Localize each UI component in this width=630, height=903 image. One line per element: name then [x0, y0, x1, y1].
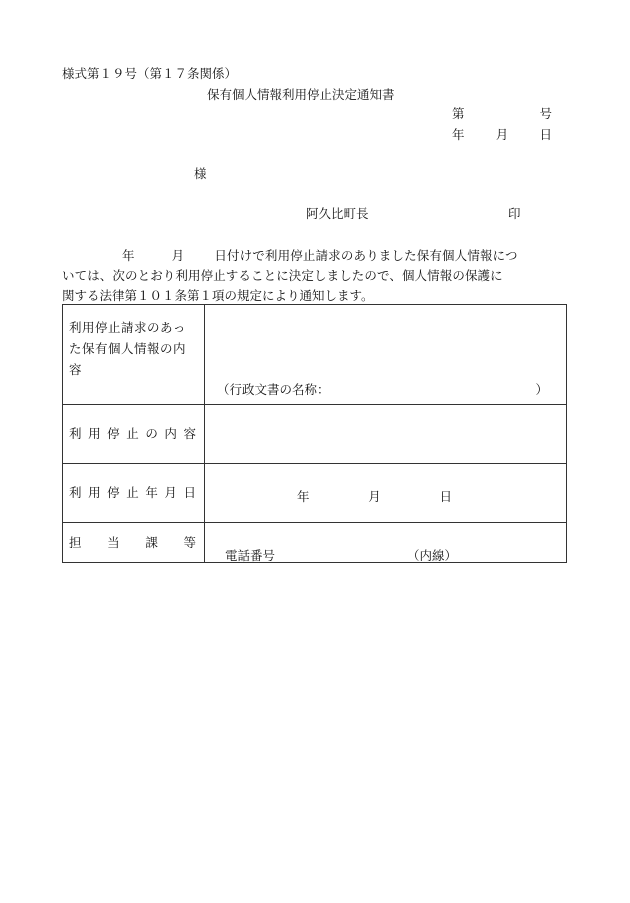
table-row-department: [63, 523, 567, 563]
body-line-3: 関する法律第１０１条第１項の規定により通知します。: [62, 288, 374, 303]
date-day: 日: [539, 127, 552, 142]
label-char: 内: [164, 425, 177, 441]
label-char: 等: [183, 535, 196, 550]
label-char: 担: [69, 535, 82, 550]
label-char: 利: [69, 425, 82, 441]
value-cell-stop-date: [205, 464, 567, 523]
label-stop-content: [63, 425, 204, 441]
body-year: 年: [122, 248, 135, 263]
label-stop-date: [63, 484, 204, 500]
label-char: 容: [183, 425, 196, 441]
label-char: 利: [69, 484, 82, 500]
stop-date-fields: [297, 487, 452, 505]
sender-name: 阿久比町長: [306, 206, 369, 221]
seal-mark: 印: [508, 206, 521, 221]
label-char: 課: [145, 535, 158, 550]
label-department: [63, 523, 204, 550]
date-month: 月: [495, 127, 509, 142]
number-prefix: 第: [452, 106, 465, 121]
table-row-stop-content: [63, 405, 567, 464]
document-title: 保有個人情報利用停止決定通知書: [207, 87, 395, 102]
document-number-line: [452, 108, 552, 121]
table-row-stop-date: [63, 464, 567, 523]
document-name-line: [217, 380, 548, 398]
doc-name-open: （行政文書の名称：: [217, 382, 330, 397]
document-date-line: [452, 129, 552, 142]
body-month: 月: [171, 248, 185, 263]
stop-date-day: 日: [439, 489, 452, 504]
label-char: 止: [126, 484, 139, 500]
label-char: 月: [164, 484, 177, 500]
date-year: 年: [452, 127, 465, 142]
addressee-honorific: 様: [194, 166, 207, 181]
label-cell-info-content: [63, 305, 205, 405]
tel-label: 電話番号: [225, 548, 276, 563]
body-line-1: [62, 246, 568, 266]
stop-date-month: 月: [368, 489, 381, 504]
label-char: 停: [107, 484, 120, 500]
label-char: 用: [88, 484, 101, 500]
label-char: 年: [145, 484, 158, 500]
body-line-2: いては、次のとおり利用停止することに決定しましたので、個人情報の保護に: [62, 268, 503, 283]
doc-name-close: ）: [535, 382, 548, 397]
value-cell-department: [205, 523, 567, 563]
label-char: 用: [88, 425, 101, 441]
label-info-content: 利用停止請求のあった保有個人情報の内容: [69, 320, 187, 377]
stop-date-year: 年: [297, 489, 310, 504]
label-char: 止: [126, 425, 139, 441]
number-suffix: 号: [539, 106, 552, 121]
label-char: 停: [107, 425, 120, 441]
value-cell-stop-content: [205, 405, 567, 464]
label-cell-stop-content: [63, 405, 205, 464]
table-row-info-content: [63, 305, 567, 405]
label-cell-stop-date: [63, 464, 205, 523]
form-number: 様式第１９号（第１７条関係）: [62, 66, 238, 81]
label-char: 当: [107, 535, 120, 550]
label-cell-department: [63, 523, 205, 563]
label-char: 日: [183, 484, 196, 500]
body-line-1-rest: 日付けで利用停止請求のありました保有個人情報につ: [214, 248, 518, 263]
notice-table: [62, 304, 567, 563]
label-char: の: [145, 425, 158, 441]
extension-label: （内線）: [407, 548, 458, 563]
value-cell-info-content: [205, 305, 567, 405]
notice-body: [62, 246, 568, 306]
